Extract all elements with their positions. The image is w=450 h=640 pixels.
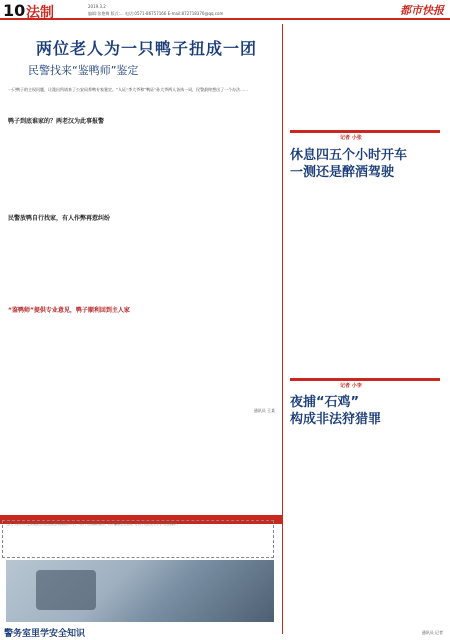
section-title: 法制: [26, 5, 54, 21]
body-text-column: [8, 125, 90, 210]
subhead-2: 民警放鸭自行找家，有人作弊再惹纠纷: [8, 215, 111, 222]
right-story-label: 记者 小李: [340, 383, 362, 389]
right-story-bar: [290, 130, 440, 133]
date-line: 2019.3.2: [88, 4, 106, 9]
editor-line: 编辑:张艳梅 版式:... 电话:0571-86757166 E-mail:872718370@qq.com: [88, 11, 224, 16]
right-headline-1-line2: 一测还是醉酒驾驶: [290, 165, 395, 180]
news-photo: [6, 560, 274, 622]
subhead-1: 鸭子到底谁家的？两老汉为此事报警: [8, 118, 105, 125]
paper-name: 都市快报: [400, 4, 444, 17]
right-story-bar: [290, 378, 440, 381]
page-number: 10: [3, 1, 26, 20]
author-byline: 通讯员 王某: [253, 408, 275, 413]
right-headline-2-line1: 夜捕“石鸡”: [290, 395, 360, 410]
right-headline-2: [290, 394, 381, 428]
main-headline: 两位老人为一只鸭子扭成一团: [36, 39, 258, 58]
main-subheadline: 民警找来“鉴鸭师”鉴定: [28, 64, 139, 77]
credit-line: 通讯员 记者: [421, 630, 443, 635]
body-text-column: [96, 125, 178, 210]
masthead: [0, 0, 450, 20]
right-story-label: 记者 小张: [340, 135, 362, 141]
right-headline-2-line2: 构成非法狩猎罪: [290, 412, 382, 427]
main-lead: 一只鸭子的主权问题，让派出所请来了公安局养鸭专家鉴定。“人证”李大爷和“鸭证”孙大爷两人各执一词，民警最终想出了一个办法……: [8, 87, 249, 92]
banner-title: 警务室里学安全知识: [4, 629, 86, 639]
banner-text: 近日，杭州市公安局某派出所社区民警来到辖区小学，为孩子们讲解防溺水、防诈骗等安全知识，让孩子们在快乐中学习自我保护。: [6, 522, 181, 526]
right-headline-1-line1: 休息四五个小时开车: [290, 148, 408, 163]
right-headline-1: [290, 147, 407, 181]
subhead-3: “鉴鸭师”提供专业意见，鸭子顺利回到主人家: [8, 307, 130, 314]
body-text-column: [184, 125, 266, 210]
column-divider: [282, 24, 283, 634]
